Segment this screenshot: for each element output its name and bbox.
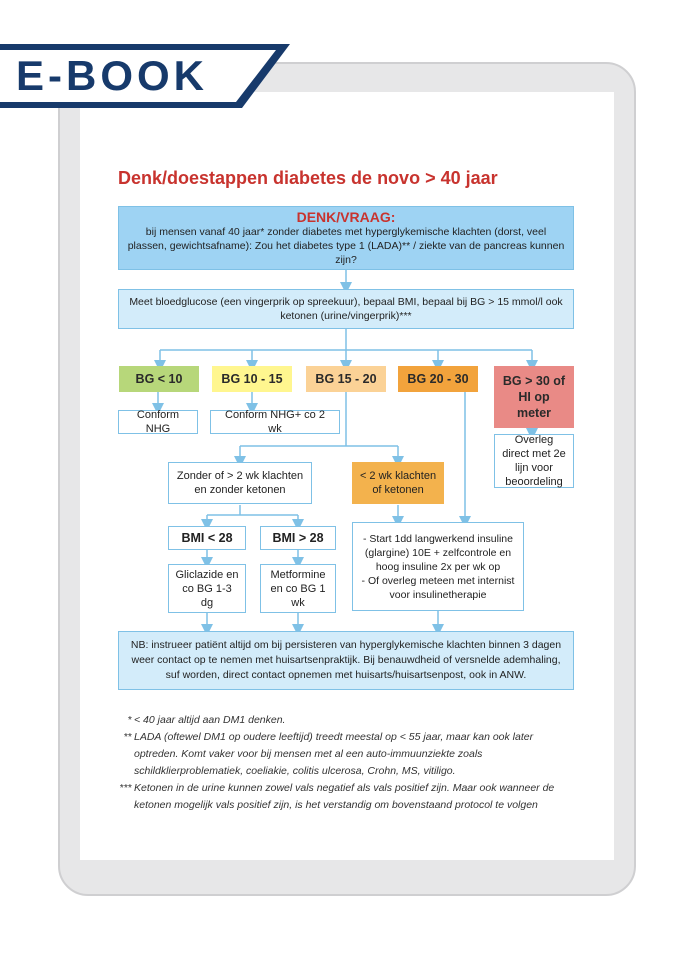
lt2wk-klachten-box: < 2 wk klachten of ketonen	[352, 462, 444, 504]
bmi-lt28-box: BMI < 28	[168, 526, 246, 550]
nb-instruction-box: NB: instrueer patiënt altijd om bij persisteren van hyperglykemische klachten binnen 3 dagen weer contact op te nemen met huisartsenpraktijk. Bij benauwdheid of versnelde ademhaling, suf worden, direct contact opnemen met huisarts/huisartsenpost, ook in ANW.	[118, 631, 574, 690]
denk-text: bij mensen vanaf 40 jaar* zonder diabetes met hyperglykemische klachten (dorst, veel plassen, gewichtsafname): Zou het diabetes type 1 (LADA)** / ziekte van de pancreas kunnen zijn?	[127, 226, 565, 266]
footnote-text: Ketonen in de urine kunnen zowel vals negatief als vals positief zijn. Maar ook wanneer de ketonen mogelijk vals positief zijn, is het verstandig om bovenstaand protocol te volgen	[134, 782, 555, 811]
footnote-mark: *	[127, 714, 132, 726]
denk-vraag-box	[118, 206, 574, 270]
page-title: Denk/doestappen diabetes de novo > 40 jaar	[118, 168, 498, 188]
ebook-badge-label: E-BOOK	[16, 52, 208, 99]
gliclazide-box: Gliclazide en co BG 1-3 dg	[168, 564, 246, 613]
bg-15-20-box: BG 15 - 20	[306, 366, 386, 392]
bg-lt10-box: BG < 10	[119, 366, 199, 392]
zonder-klachten-box: Zonder of > 2 wk klachten en zonder ketonen	[168, 462, 312, 504]
footnote-mark: **	[123, 731, 132, 743]
footnotes	[110, 712, 580, 814]
conform-nhg-co-box: Conform NHG+ co 2 wk	[210, 410, 340, 434]
footnote-text: LADA (oftewel DM1 op oudere leeftijd) treedt meestal op < 55 jaar, maar kan ook later optreden. Komt vaker voor bij mensen met al een auto-immuunziekte zoals schildklierproblematiek, coeliakie, colitis ulcerosa, Crohn, MS, vitiligo.	[134, 731, 534, 777]
footnote-text: < 40 jaar altijd aan DM1 denken.	[134, 714, 286, 726]
bg-20-30-box: BG 20 - 30	[398, 366, 478, 392]
bg-gt30-box: BG > 30 of HI op meter	[494, 366, 574, 428]
footnote	[110, 729, 580, 780]
metformine-box: Metformine en co BG 1 wk	[260, 564, 336, 613]
footnote	[110, 780, 580, 814]
measure-box: Meet bloedglucose (een vingerprik op spreekuur), bepaal BMI, bepaal bij BG > 15 mmol/l ook ketonen (urine/vingerprik)***	[118, 289, 574, 329]
conform-nhg-box: Conform NHG	[118, 410, 198, 434]
overleg-box: Overleg direct met 2e lijn voor beoordeling	[494, 434, 574, 488]
start-insuline-line: - Start 1dd langwerkend insuline (glargine) 10E + zelfcontrole en hoog insuline 2x per wk op	[362, 532, 513, 573]
bmi-gt28-box: BMI > 28	[260, 526, 336, 550]
start-insuline-box	[352, 522, 524, 611]
footnote-mark: ***	[119, 782, 132, 794]
footnote	[110, 712, 580, 729]
denk-heading: DENK/VRAAG:	[296, 209, 396, 225]
overleg-internist-line: - Of overleg meteen met internist voor insulinetherapie	[361, 574, 515, 601]
bg-10-15-box: BG 10 - 15	[212, 366, 292, 392]
